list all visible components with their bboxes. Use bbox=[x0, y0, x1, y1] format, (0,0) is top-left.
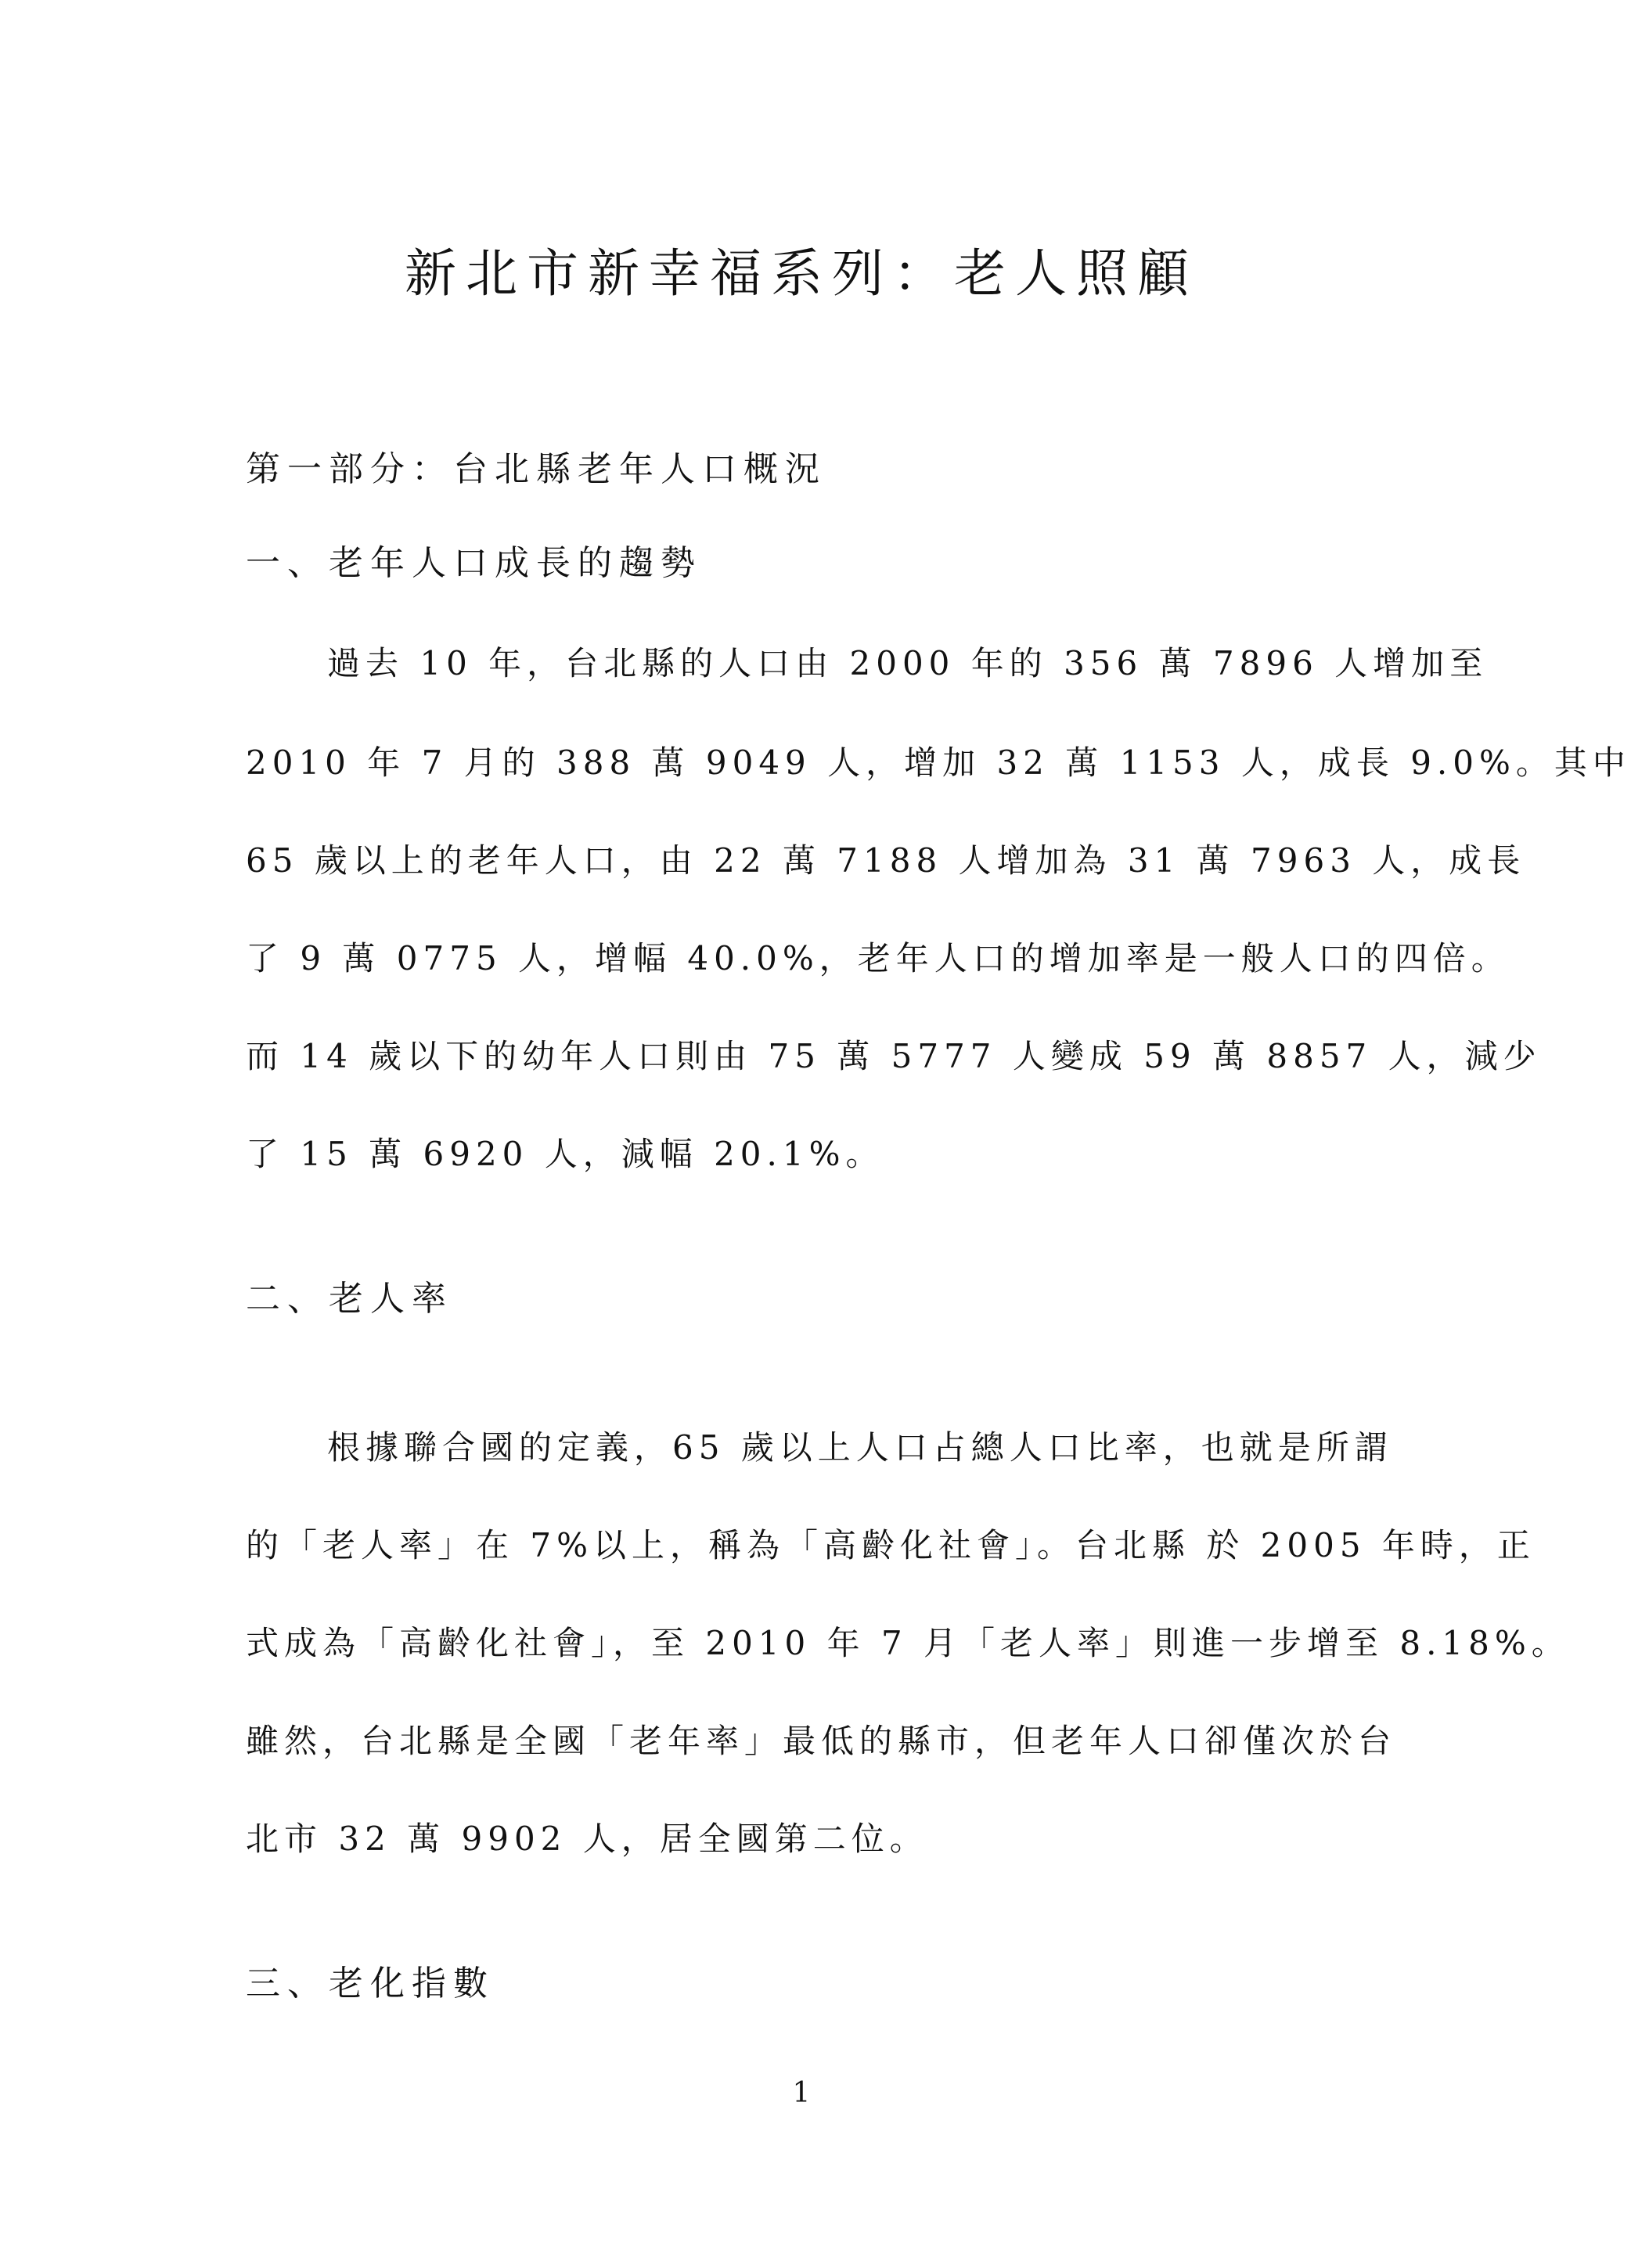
paragraph-line: 2010 年 7 月的 388 萬 9049 人，增加 32 萬 1153 人，成長 9.0%。其中 bbox=[246, 743, 1631, 782]
paragraph-line: 65 歲以上的老年人口，由 22 萬 7188 人增加為 31 萬 7963 人，成長 bbox=[246, 841, 1526, 880]
paragraph-line: 式成為「高齡化社會」，至 2010 年 7 月「老人率」則進一步增至 8.18%。 bbox=[246, 1624, 1570, 1662]
paragraph-line: 而 14 歲以下的幼年人口則由 75 萬 5777 人變成 59 萬 8857 人，減少 bbox=[246, 1037, 1542, 1075]
section-heading-3: 三、老化指數 bbox=[246, 1964, 495, 2003]
paragraph-line: 北市 32 萬 9902 人，居全國第二位。 bbox=[246, 1820, 928, 1858]
paragraph-line: 的「老人率」在 7%以上，稱為「高齡化社會」。台北縣 於 2005 年時，正 bbox=[246, 1526, 1536, 1564]
section-heading-2: 二、老人率 bbox=[246, 1279, 453, 1319]
paragraph-line: 了 9 萬 0775 人，增幅 40.0%，老年人口的增加率是一般人口的四倍。 bbox=[246, 939, 1510, 977]
section-heading-1: 一、老年人口成長的趨勢 bbox=[246, 543, 702, 583]
document-title: 新北市新幸福系列：老人照顧 bbox=[405, 243, 1198, 304]
paragraph-line: 過去 10 年，台北縣的人口由 2000 年的 356 萬 7896 人增加至 bbox=[327, 644, 1489, 682]
paragraph-line: 雖然，台北縣是全國「老年率」最低的縣市，但老年人口卻僅次於台 bbox=[246, 1722, 1397, 1760]
paragraph-line: 根據聯合國的定義，65 歲以上人口占總人口比率，也就是所謂 bbox=[327, 1428, 1393, 1467]
part-heading: 第一部分：台北縣老年人口概況 bbox=[246, 449, 826, 489]
page-number: 1 bbox=[792, 2077, 811, 2109]
paragraph-line: 了 15 萬 6920 人，減幅 20.1%。 bbox=[246, 1135, 884, 1173]
